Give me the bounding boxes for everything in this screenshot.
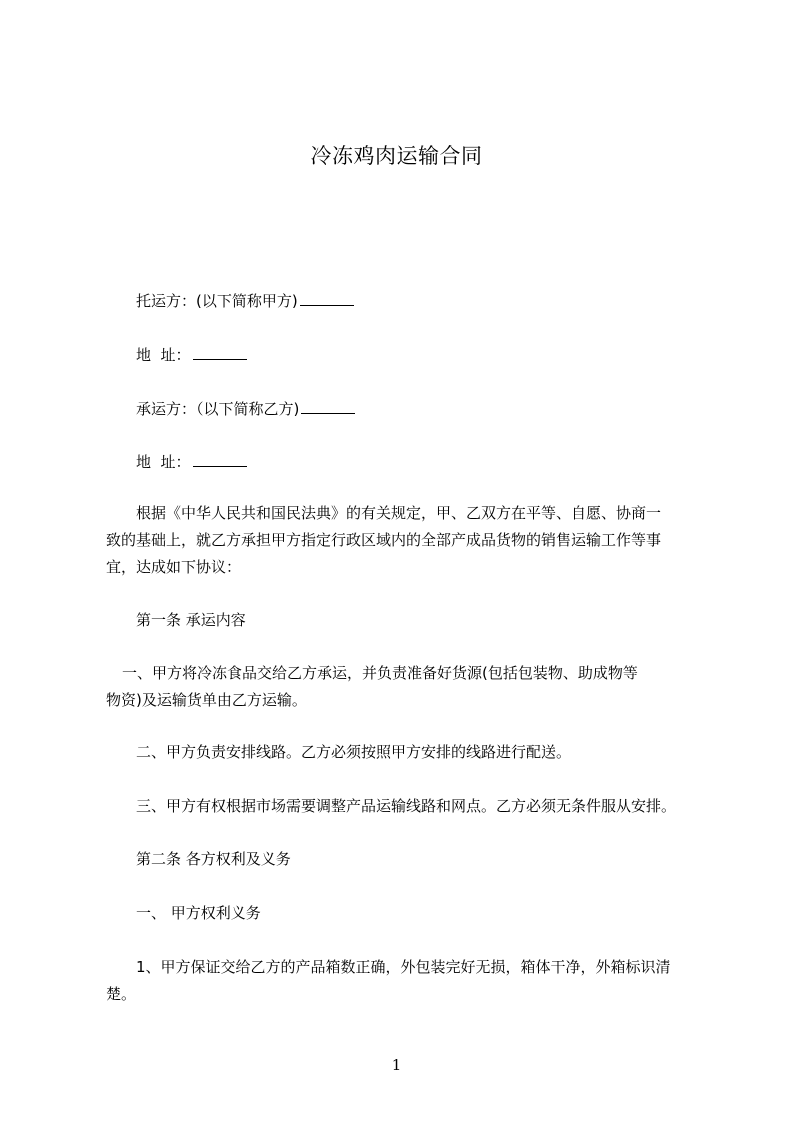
article2-section1: 一、 甲方权利义务 [136, 904, 261, 922]
carrier-address-blank [193, 451, 247, 467]
document-title: 冷冻鸡肉运输合同 [310, 144, 483, 168]
carrier-line [136, 396, 355, 423]
shipper-address-label: 地 址： [136, 346, 191, 364]
carrier-blank [301, 398, 355, 414]
article2-item1-line-1: 1、甲方保证交给乙方的产品箱数正确，外包装完好无损，箱体干净，外箱标识清 [136, 958, 671, 976]
carrier-label: 承运方：（以下简称乙方) [136, 400, 300, 418]
preamble-line-3: 宜，达成如下协议： [106, 558, 242, 576]
carrier-address-label: 地 址： [136, 453, 191, 471]
article2-heading: 第二条 各方权利及义务 [136, 850, 291, 868]
article1-clause1-line-1: 一、甲方将冷冻食品交给乙方承运，并负责准备好货源(包括包装物、助成物等 [122, 664, 638, 682]
preamble-line-2: 致的基础上，就乙方承担甲方指定行政区域内的全部产成品货物的销售运输工作等事 [106, 531, 662, 549]
shipper-label: 托运方：(以下简称甲方) [136, 292, 298, 310]
article2-item1-line-2: 楚。 [106, 985, 137, 1003]
page-number: 1 [391, 1056, 402, 1074]
article1-clause2: 二、甲方负责安排线路。乙方必须按照甲方安排的线路进行配送。 [136, 743, 572, 761]
shipper-address-line [136, 342, 247, 369]
article1-heading: 第一条 承运内容 [136, 611, 246, 629]
shipper-line [136, 288, 354, 315]
shipper-blank [300, 290, 354, 306]
shipper-address-blank [193, 344, 247, 360]
carrier-address-line [136, 449, 247, 476]
preamble-line-1: 根据《中华人民共和国民法典》的有关规定，甲、乙双方在平等、自愿、协商一 [136, 504, 662, 522]
article1-clause1-line-2: 物资)及运输货单由乙方运输。 [106, 691, 307, 709]
article1-clause3: 三、甲方有权根据市场需要调整产品运输线路和网点。乙方必须无条件服从安排。 [136, 797, 677, 815]
